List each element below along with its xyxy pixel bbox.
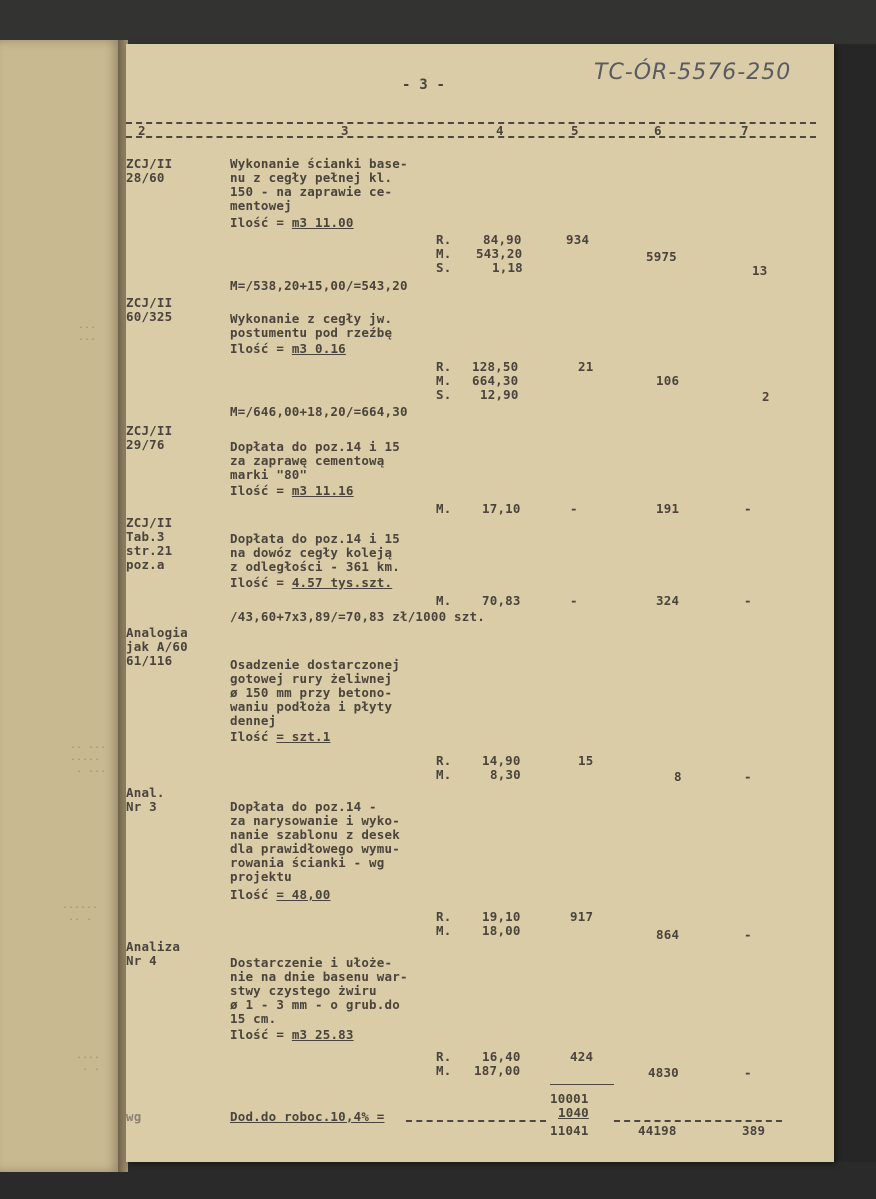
entry-4-code-2: Tab.3 xyxy=(126,529,165,544)
entry-5-code-3: 61/116 xyxy=(126,653,173,668)
entry-3-code-1: ZCJ/II xyxy=(126,423,173,438)
entry-2-qty: Ilość = m3 0.16 xyxy=(230,341,346,356)
entry-7-desc-3: stwy czystego żwiru xyxy=(230,983,377,998)
entry-2-s-key: S. xyxy=(436,387,452,402)
totals-leader-right xyxy=(614,1120,782,1122)
entry-5-m-col7: - xyxy=(744,769,752,784)
totals-add-col5: 1040 xyxy=(558,1105,589,1120)
entry-3-qty: Ilość = m3 11.16 xyxy=(230,483,354,498)
entry-4-desc-2: na dowóz cegły koleją xyxy=(230,545,393,560)
entry-1-m-value: 543,20 xyxy=(476,246,523,261)
entry-5-code-2: jak A/60 xyxy=(126,639,188,654)
entry-5-desc-3: ø 150 mm przy betono- xyxy=(230,685,393,700)
entry-4-formula: /43,60+7x3,89/=70,83 zł/1000 szt. xyxy=(230,609,485,624)
entry-7-desc-5: 15 cm. xyxy=(230,1011,277,1026)
entry-6-m-value: 18,00 xyxy=(482,923,521,938)
entry-1-qty: Ilość = m3 11.00 xyxy=(230,215,354,230)
total-col5: 11041 xyxy=(550,1123,589,1138)
entry-3-desc-1: Dopłata do poz.14 i 15 xyxy=(230,439,400,454)
entry-7-desc-2: nie na dnie basenu war- xyxy=(230,969,408,984)
total-col6: 44198 xyxy=(638,1123,677,1138)
entry-6-desc-4: dla prawidłowego wymu- xyxy=(230,841,400,856)
entry-1-code-1: ZCJ/II xyxy=(126,156,173,171)
entry-6-m-col7: - xyxy=(744,927,752,942)
subtotal-col5: 10001 xyxy=(550,1091,589,1106)
col-header-4: 4 xyxy=(496,123,504,138)
entry-7-m-value: 187,00 xyxy=(474,1063,521,1078)
entry-6-r-key: R. xyxy=(436,909,452,924)
total-col7: 389 xyxy=(742,1123,766,1138)
entry-5-m-col6: 8 xyxy=(674,769,682,784)
entry-1-m-col6: 5975 xyxy=(646,249,677,264)
entry-4-m-col6: 324 xyxy=(656,593,680,608)
entry-3-m-key: M. xyxy=(436,501,452,516)
entry-5-desc-1: Osadzenie dostarczonej xyxy=(230,657,400,672)
entry-4-m-col7: - xyxy=(744,593,752,608)
entry-4-desc-3: z odległości - 361 km. xyxy=(230,559,400,574)
document-page xyxy=(126,44,834,1162)
entry-2-code-2: 60/325 xyxy=(126,309,173,324)
entry-3-m-col5: - xyxy=(570,501,578,516)
entry-4-code-1: ZCJ/II xyxy=(126,515,173,530)
entry-6-r-value: 19,10 xyxy=(482,909,521,924)
entry-5-r-col5: 15 xyxy=(578,753,594,768)
entry-1-m-key: M. xyxy=(436,246,452,261)
entry-2-r-key: R. xyxy=(436,359,452,374)
entry-1-r-col5: 934 xyxy=(566,232,590,247)
entry-5-desc-4: waniu podłoża i płyty xyxy=(230,699,393,714)
entry-1-r-value: 84,90 xyxy=(483,232,522,247)
entry-1-s-col7: 13 xyxy=(752,263,768,278)
entry-4-m-value: 70,83 xyxy=(482,593,521,608)
subtotal-rule xyxy=(550,1084,614,1085)
entry-4-m-col5: - xyxy=(570,593,578,608)
entry-3-m-value: 17,10 xyxy=(482,501,521,516)
totals-leader-left xyxy=(406,1120,546,1122)
header-rule-top xyxy=(126,122,816,124)
entry-1-desc-2: nu z cegły pełnej kl. xyxy=(230,170,393,185)
entry-7-desc-1: Dostarczenie i ułoże- xyxy=(230,955,393,970)
entry-6-qty: Ilość = 48,00 xyxy=(230,887,331,902)
totals-code: wg xyxy=(126,1109,142,1124)
entry-2-s-value: 12,90 xyxy=(480,387,519,402)
entry-2-r-value: 128,50 xyxy=(472,359,519,374)
entry-7-r-value: 16,40 xyxy=(482,1049,521,1064)
entry-1-r-key: R. xyxy=(436,232,452,247)
entry-5-qty: Ilość = szt.1 xyxy=(230,729,331,744)
entry-4-m-key: M. xyxy=(436,593,452,608)
col-header-5: 5 xyxy=(571,123,579,138)
entry-7-m-col6: 4830 xyxy=(648,1065,679,1080)
entry-6-desc-2: za narysowanie i wyko- xyxy=(230,813,400,828)
entry-5-code-1: Analogia xyxy=(126,625,188,640)
entry-1-desc-3: 150 - na zaprawie ce- xyxy=(230,184,393,199)
entry-5-r-key: R. xyxy=(436,753,452,768)
entry-6-m-col6: 864 xyxy=(656,927,680,942)
entry-2-m-value: 664,30 xyxy=(472,373,519,388)
totals-label: Dod.do roboc.10,4% = xyxy=(230,1109,385,1124)
entry-7-qty: Ilość = m3 25.83 xyxy=(230,1027,354,1042)
entry-4-code-4: poz.a xyxy=(126,557,165,572)
entry-1-desc-4: mentowej xyxy=(230,198,292,213)
entry-6-desc-6: projektu xyxy=(230,869,292,884)
col-header-6: 6 xyxy=(654,123,662,138)
entry-2-code-1: ZCJ/II xyxy=(126,295,173,310)
col-header-3: 3 xyxy=(341,123,349,138)
entry-3-code-2: 29/76 xyxy=(126,437,165,452)
entry-4-desc-1: Dopłata do poz.14 i 15 xyxy=(230,531,400,546)
entry-1-formula: M=/538,20+15,00/=543,20 xyxy=(230,278,408,293)
entry-7-code-2: Nr 4 xyxy=(126,953,157,968)
col-header-2: 2 xyxy=(138,123,146,138)
entry-6-desc-1: Dopłata do poz.14 - xyxy=(230,799,377,814)
entry-7-r-key: R. xyxy=(436,1049,452,1064)
entry-5-desc-5: dennej xyxy=(230,713,277,728)
entry-6-code-2: Nr 3 xyxy=(126,799,157,814)
entry-2-desc-2: postumentu pod rzeźbę xyxy=(230,325,393,340)
entry-7-code-1: Analiza xyxy=(126,939,181,954)
entry-6-code-1: Anal. xyxy=(126,785,165,800)
entry-7-r-col5: 424 xyxy=(570,1049,594,1064)
handwritten-reference: TC-ÓR-5576-250 xyxy=(594,60,792,85)
entry-2-m-key: M. xyxy=(436,373,452,388)
entry-1-s-key: S. xyxy=(436,260,452,275)
entry-3-desc-3: marki "80" xyxy=(230,467,308,482)
col-header-7: 7 xyxy=(741,123,749,138)
page-number: - 3 - xyxy=(402,77,446,93)
entry-7-desc-4: ø 1 - 3 mm - o grub.do xyxy=(230,997,400,1012)
entry-4-qty: Ilość = 4.57 tys.szt. xyxy=(230,575,393,590)
entry-3-desc-2: za zaprawę cementową xyxy=(230,453,385,468)
desk-edge xyxy=(834,44,876,1162)
entry-1-s-value: 1,18 xyxy=(492,260,523,275)
entry-2-m-col6: 106 xyxy=(656,373,680,388)
desk-background xyxy=(0,0,876,48)
entry-1-desc-1: Wykonanie ścianki base- xyxy=(230,156,408,171)
entry-6-desc-5: rowania ścianki - wg xyxy=(230,855,385,870)
entry-5-m-value: 8,30 xyxy=(490,767,521,782)
header-rule-bottom xyxy=(126,136,816,138)
entry-4-code-3: str.21 xyxy=(126,543,173,558)
entry-2-desc-1: Wykonanie z cegły jw. xyxy=(230,311,393,326)
entry-1-code-2: 28/60 xyxy=(126,170,165,185)
entry-7-m-key: M. xyxy=(436,1063,452,1078)
entry-6-r-col5: 917 xyxy=(570,909,594,924)
entry-3-m-col6: 191 xyxy=(656,501,680,516)
entry-2-s-col7: 2 xyxy=(762,389,770,404)
entry-6-m-key: M. xyxy=(436,923,452,938)
entry-5-desc-2: gotowej rury żeliwnej xyxy=(230,671,393,686)
entry-5-r-value: 14,90 xyxy=(482,753,521,768)
entry-7-m-col7: - xyxy=(744,1065,752,1080)
entry-6-desc-3: nanie szablonu z desek xyxy=(230,827,400,842)
entry-2-formula: M=/646,00+18,20/=664,30 xyxy=(230,404,408,419)
left-page-edge: ... ... .. ... ..... . ... ...... .. . .... . . xyxy=(0,40,120,1172)
entry-2-r-col5: 21 xyxy=(578,359,594,374)
entry-5-m-key: M. xyxy=(436,767,452,782)
entry-3-m-col7: - xyxy=(744,501,752,516)
